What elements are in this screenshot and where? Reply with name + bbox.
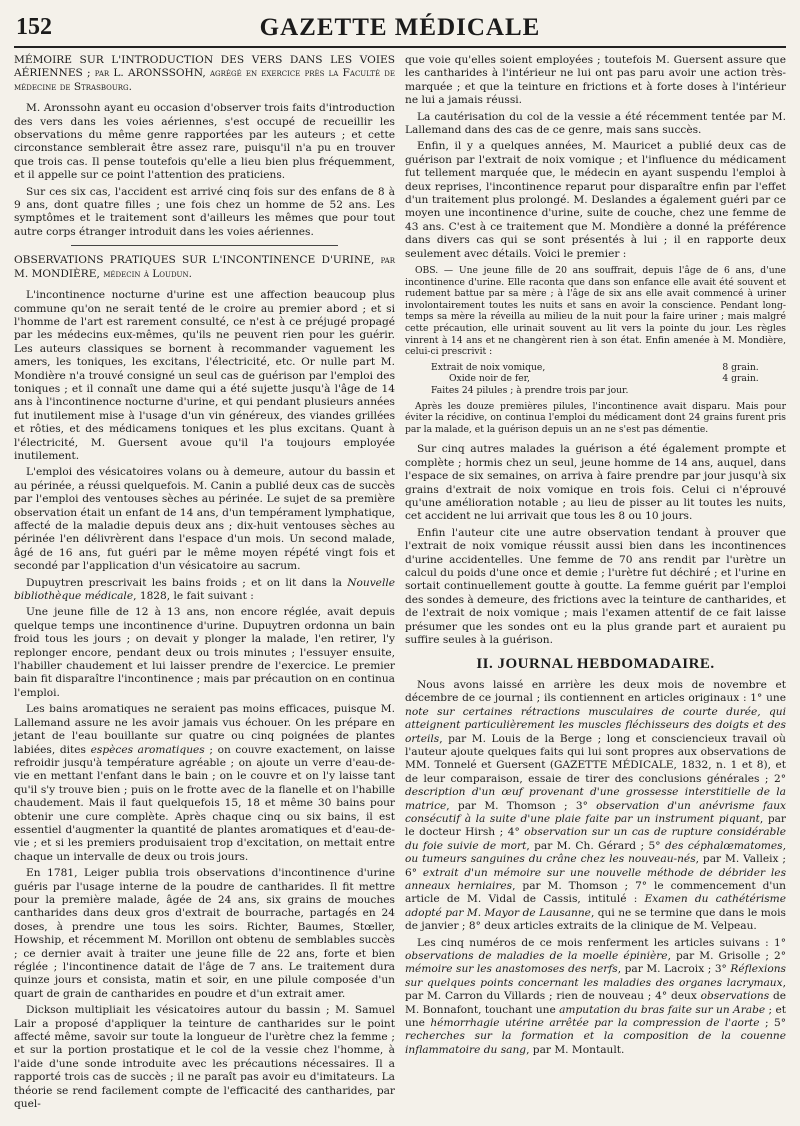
paragraph: Dickson multipliait les vésicatoires autour du bassin ; M. Samuel Lair a proposé d'appliquer la teinture de cantharides sur le point affecté même, savoir sur toute la longueur de l'urètre chez la femme ; et sur la portion prostatique et le col de la vessie chez l'homme, à l'aide d'une sonde introduite avec les précautions nécessaires. Il a rapporté trois cas de succès ; il ne paraît pas avoir eu d'imitateurs. La théorie se rend facilement compte de l'efficacité des cantharides, par quel- xyxy=(14,1004,395,1111)
page-header xyxy=(14,14,786,48)
paragraph: Dupuytren prescrivait les bains froids ; et on lit dans la Nouvelle bibliothèque médicale, 1828, le fait suivant : xyxy=(14,576,395,603)
journal-title: GAZETTE MÉDICALE xyxy=(259,14,541,41)
prescription-line: Extrait de noix vomique, 8 grain. xyxy=(431,361,759,373)
article-heading-incontinence: OBSERVATIONS PRATIQUES SUR L'INCONTINENCE D'URINE, par M. MONDIÈRE, médecin à Loudun. xyxy=(14,254,395,280)
divider xyxy=(71,245,338,246)
section-title: II. JOURNAL HEBDOMADAIRE. xyxy=(476,655,715,672)
paragraph: Sur ces six cas, l'accident est arrivé cinq fois sur des enfans de 8 à 9 ans, dont quatre filles ; une fois chez un homme de 52 ans. Les symptômes et le traitement sont d'ailleurs les mêmes que pour tout autre corps étranger introduit dans les voies aériennes. xyxy=(14,185,395,238)
right-column xyxy=(405,54,786,1114)
paragraph: Sur cinq autres malades la guérison a été également prompte et complète ; hormis chez un seul, jeune homme de 14 ans, auquel, dans l'espace de six semaines, on arriva à faire prendre par jour jusqu'à six grains d'extrait de noix vomique en trois fois. Celui ci n'éprouvé qu'une amélioration notable ; au lieu de pisser au lit toutes les nuits, cet accident ne lui arrivait que tous les 8 ou 10 jours. xyxy=(405,443,786,523)
observation-text: OBS. — Une jeune fille de 20 ans souffrait, depuis l'âge de 6 ans, d'une incontinence d'urine. Elle raconta que dans son enfance elle avait été souvent et rudement battue par sa mère ; à l'âge de six ans elle avait commencé à uriner involontairement toutes les nuits et sans en avoir la conscience. Pendant long-temps sa mère la réveilla au milieu de la nuit pour la faire uriner ; mais malgré cette précaution, elle urinait souvent au lit vers la pointe du jour. Les règles vinrent à 14 ans et ne changèrent rien à son état. Enfin amenée à M. Mondière, celui-ci prescrivit : xyxy=(405,265,786,358)
paragraph: En 1781, Leiger publia trois observations d'incontinence d'urine guéris par l'usage interne de la poudre de cantharides. Il fit mettre pour la première malade, âgée de 24 ans, six grains de mouches cantharides dans deux gros d'extrait de bourrache, partagés en 24 doses, à prendre une tous les soirs. Richter, Baumes, Stœller, Howship, et récemment M. Morillon ont obtenu de semblables succès ; ce dernier avait à traiter une jeune fille de 22 ans, forte et bien réglée ; l'incontinence datait de l'âge de 7 ans. Le traitement dura quinze jours et consista, matin et soir, en une pilule composée d'un quart de grain de cantharides en poudre et d'un extrait amer. xyxy=(14,867,395,1000)
paragraph: que voie qu'elles soient employées ; toutefois M. Guersent assure que les cantharides à l'intérieur ne lui ont pas paru avoir une action très-marquée ; et que la teinture en frictions et à forte doses à l'intérieur ne lui a jamais réussi. xyxy=(405,54,786,107)
paragraph: Enfin, il y a quelques années, M. Mauricet a publié deux cas de guérison par l'extrait de noix vomique ; et l'influence du médicament fut tellement marquée que, le médecin en ayant suspendu l'emploi à deux reprises, l'incontinence reparut pour disparaître enfin par l'effet d'un traitement plus prolongé. M. Deslandes a également guéri par ce moyen une incontinence d'urine, suite de couche, chez une femme de 43 ans. C'est à ce traitement que M. Mondière a donné la préférence dans divers cas qui se sont présentés à lui ; il en rapporte deux seulement avec détails. Voici le premier : xyxy=(405,140,786,260)
paragraph: La cautérisation du col de la vessie a été récemment tentée par M. Lallemand dans des cas de ce genre, mais sans succès. xyxy=(405,110,786,137)
prescription xyxy=(431,362,759,397)
columns xyxy=(14,54,786,1114)
paragraph: Nous avons laissé en arrière les deux mois de novembre et décembre de ce journal ; ils contiennent en articles originaux : 1° une note sur certaines rétractions musculaires de courte durée, qui atteignent particulièrement les muscles fléchisseurs des doigts et des orteils, par M. Louis de la Berge ; long et consciencieux travail où l'auteur ajoute quelques faits qui lui sont propres aux observations de MM. Tonnelé et Guersent (GAZETTE MÉDICALE, 1832, n. 1 et 8), et de leur comparaison, essaie de tirer des conclusions générales ; 2° description d'un œuf provenant d'une grossesse interstitielle de la matrice, par M. Thomson ; 3° observation d'un anévrisme faux consécutif à la suite d'une plaie faite par un instrument piquant, par le docteur Hirsh ; 4° observation sur un cas de rupture considérable du foie suivie de mort, par M. Ch. Gérard ; 5° des céphalœmatomes, ou tumeurs sanguines du crâne chez les nouveau-nés, par M. Valleix ; 6° extrait d'un mémoire sur une nouvelle méthode de débrider les anneaux herniaires, par M. Thomson ; 7° le commencement d'un article de M. Vidal de Cassis, intitulé : Examen du cathétérisme adopté par M. Mayor de Lausanne, qui ne se termine que dans le mois de janvier ; 8° deux articles extraits de la clinique de M. Velpeau. xyxy=(405,678,787,933)
left-column xyxy=(14,54,395,1114)
prescription-line: Faites 24 pilules ; à prendre trois par jour. xyxy=(431,385,629,397)
paragraph: L'emploi des vésicatoires volans ou à demeure, autour du bassin et au périnée, a réussi quelquefois. M. Canin a publié deux cas de succès par l'emploi des ventouses sèches au périnée. Le sujet de sa première observation était un enfant de 14 ans, d'un tempérament lymphatique, affecté de la maladie depuis deux ans ; dix-huit ventouses sèches au périnée l'en délivrèrent dans l'espace d'un mois. Un second malade, âgé de 16 ans, fut guéri par le même moyen répété vingt fois et secondé par l'application d'un vésicatoire au sacrum. xyxy=(14,466,395,573)
paragraph: Les cinq numéros de ce mois renferment les articles suivans : 1° observations de maladies de la moelle épinière, par M. Grisolle ; 2° mémoire sur les anastomoses des nerfs, par M. Lacroix ; 3° Réflexions sur quelques points concernant les maladies des organes lacrymaux, par M. Carron du Villards ; rien de nouveau ; 4° deux observations de M. Bonnafont, touchant une amputation du bras faite sur un Arabe ; et une hémorrhagie utérine arrêtée par la compression de l'aorte ; 5° recherches sur la formation et la composition de la couenne inflammatoire du sang, par M. Montault. xyxy=(405,936,786,1056)
paragraph: Une jeune fille de 12 à 13 ans, non encore réglée, avait depuis quelque temps une incontinence d'urine. Dupuytren ordonna un bain froid tous les jours ; on devait y plonger la malade, l'en retirer, l'y replonger encore, pendant deux ou trois minutes ; l'essuyer ensuite, l'habiller chaudement et lui laisser prendre de l'exercice. Le premier bain fit disparaître l'incontinence ; mais par précaution on en continua l'emploi. xyxy=(14,606,395,699)
observation-text: Après les douze premières pilules, l'incontinence avait disparu. Mais pour éviter la récidive, on continua l'emploi du médicament dont 24 grains furent pris par la malade, et la guérison depuis un an ne s'est pas démentie. xyxy=(405,400,786,435)
observation-block xyxy=(405,265,786,435)
page-number: 152 xyxy=(16,14,52,40)
paragraph: L'incontinence nocturne d'urine est une affection beaucoup plus commune qu'on ne serait tenté de le croire au premier abord ; et si l'homme de l'art est rarement consulté, ce n'est à ce préjugé propagé par les médecins eux-mêmes, qu'ils ne peuvent rien pour les guérir. Les auteurs classiques se bornent à recommander vaguement les amers, les toniques, les excitans, l'électricité, etc. Or nulle part M. Mondière n'a trouvé consigné un seul cas de guérison par l'emploi des toniques ; et il connaît une dame qui a été sujette jusqu'à l'âge de 14 ans à l'incontinence nocturne d'urine, et qui pendant plusieurs années fut inutilement mise à l'usage d'un vin généreux, des viandes grillées et rôties, et des médicamens toniques et les plus excitans. Quant à l'électricité, M. Guersent avoue qu'il l'a toujours employée inutilement. xyxy=(14,289,395,462)
paragraph: Enfin l'auteur cite une autre observation tendant à prouver que l'extrait de noix vomique réussit aussi bien dans les incontinences d'urine accidentelles. Une femme de 70 ans rendit par l'urètre un calcul du poids d'une once et demie ; l'urètre fut déchiré ; et l'urine en sortait continuellement goutte à goutte. La femme guérit par l'emploi des sondes à demeure, des frictions avec la teinture de cantharides, et de l'extrait de noix vomique ; mais l'examen attentif de ce fait laisse présumer que les sondes ont eu la plus grande part et auraient pu suffire seules à la guérison. xyxy=(405,526,786,647)
paragraph: M. Aronssohn ayant eu occasion d'observer trois faits d'introduction des vers dans les voies aériennes, s'est occupé de recueillir les observations du même genre rapportées par les auteurs ; et cette circonstance semblerait être assez rare, puisqu'il n'a pu en trouver que trois cas. Il pense toutefois qu'elle a lieu bien plus fréquemment, et il appelle sur ce point l'attention des praticiens. xyxy=(14,102,395,182)
prescription-line: Oxide noir de fer, 4 grain. xyxy=(449,373,759,385)
article-heading-vers: MÉMOIRE SUR L'INTRODUCTION DES VERS DANS LES VOIES AÉRIENNES ; par L. ARONSSOHN, agrégé en exercice près la Faculté de médecine de Strasbourg. xyxy=(14,54,395,93)
paragraph: Les bains aromatiques ne seraient pas moins efficaces, puisque M. Lallemand assure ne les avoir jamais vus échouer. On les prépare en jetant de l'eau bouillante sur quatre ou cinq poignées de plantes labiées, dites espèces aromatiques ; on couvre exactement, on laisse refroidir jusqu'à température agréable ; on ajoute un verre d'eau-de-vie en mettant l'enfant dans le bain ; on le couvre et on l'y laisse tant qu'il s'y trouve bien ; puis on le frotte avec de la flanelle et on l'habille chaudement. Mais il faut quelquefois 15, 18 et même 30 bains pour obtenir une cure complète. Après chaque cinq ou six bains, il est essentiel d'augmenter la quantité de plantes aromatiques et d'eau-de-vie ; et si les premiers produisaient trop d'excitation, on mettait entre chaque un intervalle de deux ou trois jours. xyxy=(14,703,395,863)
